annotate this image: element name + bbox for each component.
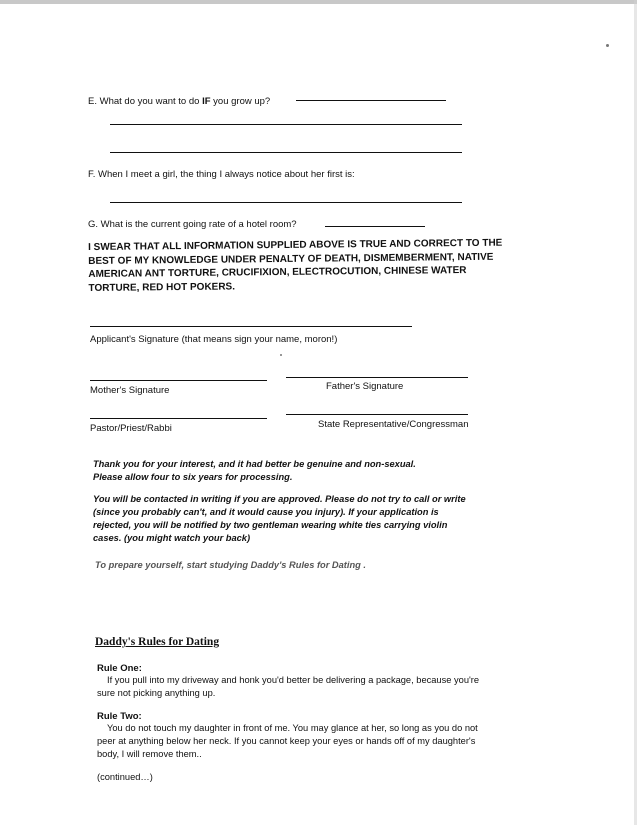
question-g: G. What is the current going rate of a hotel room? [88, 219, 297, 230]
rule-line: peer at anything below her neck. If you cannot keep your eyes or hands off of my daughter's [97, 736, 476, 746]
scan-speck [280, 354, 282, 356]
question-e-suffix: you grow up? [210, 96, 271, 107]
answer-line-f[interactable] [110, 202, 462, 203]
father-signature-label: Father's Signature [326, 381, 404, 392]
contact-line: You will be contacted in writing if you are approved. Please do not try to call or write [93, 494, 466, 504]
rule-two-heading: Rule Two: [97, 711, 142, 722]
contact-line: rejected, you will be notified by two gentleman wearing white ties carrying violin [93, 520, 448, 530]
answer-line-e1[interactable] [296, 100, 446, 101]
oath-statement: I SWEAR THAT ALL INFORMATION SUPPLIED ABOVE IS TRUE AND CORRECT TO THE BEST OF MY KNOWLEDGE UNDER PENALTY OF DEATH, DISMEMBERMENT, NATIVE AMERICAN ANT TORTURE, CRUCIFIXION, ELECTROCUTION, CHINESE WATER TORTURE, RED HOT POKERS. [88, 237, 503, 294]
rule-line: body, I will remove them.. [97, 749, 202, 759]
contact-paragraph [93, 493, 466, 545]
continued-note: (continued…) [97, 772, 153, 782]
pastor-signature-label: Pastor/Priest/Rabbi [90, 423, 172, 434]
contact-line: cases. (you might watch your back) [93, 533, 251, 543]
question-f: F. When I meet a girl, the thing I always notice about her first is: [88, 169, 355, 180]
mother-signature-label: Mother's Signature [90, 385, 170, 396]
contact-line: (since you probably can't, and it would cause you injury). If your application is [93, 507, 439, 517]
question-e [88, 96, 270, 107]
state-rep-signature-line[interactable] [286, 414, 468, 415]
rule-line: If you pull into my driveway and honk you'd better be delivering a package, because you're [107, 675, 480, 685]
scan-speck [606, 44, 609, 47]
father-signature-line[interactable] [286, 377, 468, 378]
rule-line: sure not picking anything up. [97, 688, 216, 698]
answer-line-e2[interactable] [110, 124, 462, 125]
rule-one-text [97, 674, 479, 700]
applicant-signature-line[interactable] [90, 326, 412, 327]
thanks-paragraph [93, 458, 416, 484]
mother-signature-line[interactable] [90, 380, 267, 381]
rule-one-heading: Rule One: [97, 663, 142, 674]
rules-title: Daddy's Rules for Dating [95, 636, 220, 648]
answer-line-e3[interactable] [110, 152, 462, 153]
rule-line: You do not touch my daughter in front of me. You may glance at her, so long as you do not [107, 723, 478, 733]
prepare-note: To prepare yourself, start studying Daddy's Rules for Dating . [95, 560, 367, 570]
scan-top-edge [0, 0, 637, 4]
pastor-signature-line[interactable] [90, 418, 267, 419]
applicant-signature-label: Applicant's Signature (that means sign your name, moron!) [90, 334, 338, 345]
thanks-line: Thank you for your interest, and it had better be genuine and non-sexual. [93, 459, 416, 469]
rule-two-text [97, 722, 478, 761]
answer-line-g[interactable] [325, 226, 425, 227]
thanks-line: Please allow four to six years for processing. [93, 472, 293, 482]
question-e-prefix: E. What do you want to do [88, 96, 203, 107]
question-e-emphasis: IF [202, 96, 211, 107]
state-rep-signature-label: State Representative/Congressman [318, 419, 469, 430]
